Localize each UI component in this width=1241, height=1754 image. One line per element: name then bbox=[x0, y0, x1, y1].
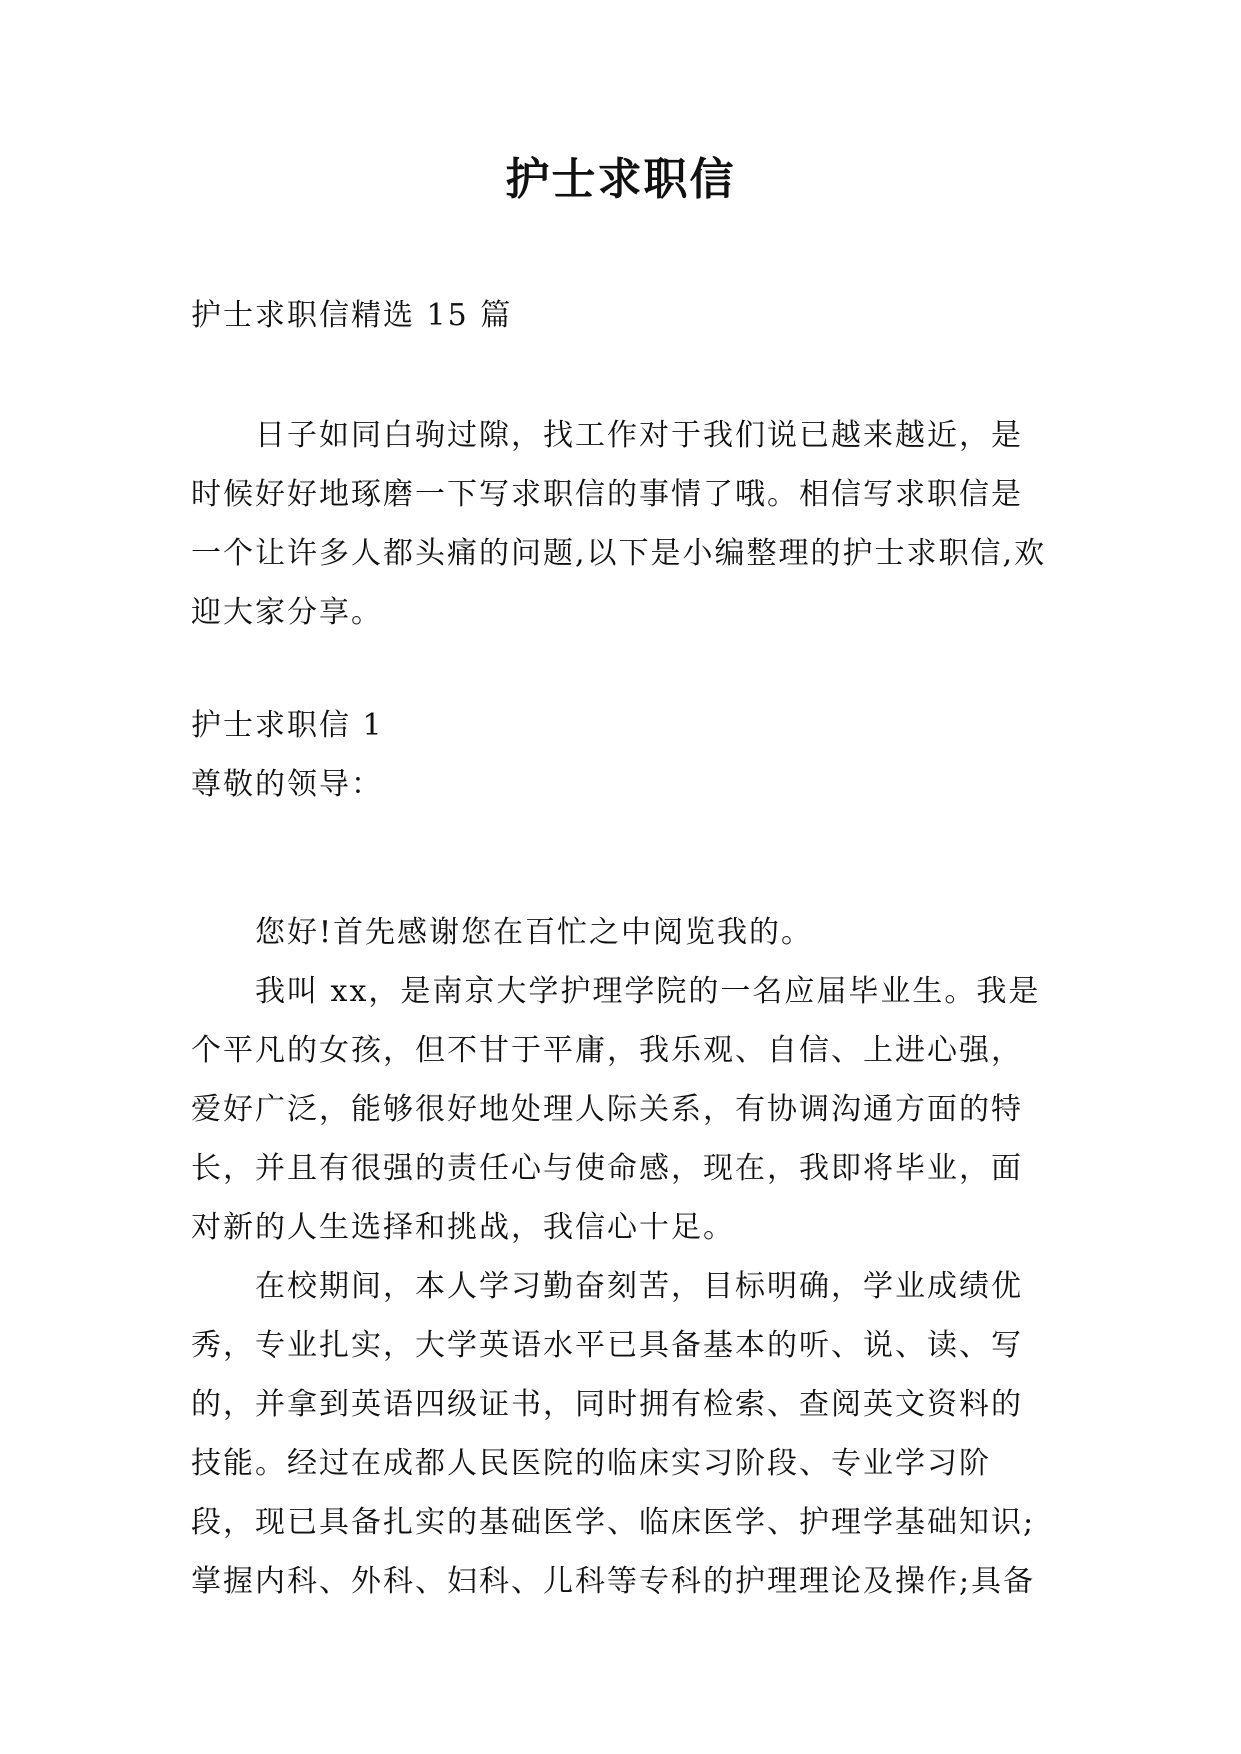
body-paragraph-introduction: 我叫 xx，是南京大学护理学院的一名应届毕业生。我是个平凡的女孩，但不甘于平庸，我乐观、自信、上进心强，爱好广泛，能够很好地处理人际关系，有协调沟通方面的特长，并且有很强的责任心与使命感，现在，我即将毕业，面对新的人生选择和挑战，我信心十足。 bbox=[191, 974, 1041, 1245]
letter-body bbox=[191, 903, 1051, 1611]
letter-header bbox=[191, 696, 1051, 814]
document-title: 护士求职信 bbox=[505, 154, 736, 205]
section-heading: 护士求职信 1 bbox=[191, 708, 384, 743]
intro-paragraph: 日子如同白驹过隙，找工作对于我们说已越来越近，是时候好好地琢磨一下写求职信的事情了哦。相信写求职信是一个让许多人都头痛的问题,以下是小编整理的护士求职信,欢迎大家分享。 bbox=[191, 418, 1047, 630]
body-paragraph-education: 在校期间，本人学习勤奋刻苦，目标明确，学业成绩优秀，专业扎实，大学英语水平已具备基本的听、说、读、写的，并拿到英语四级证书，同时拥有检索、查阅英文资料的技能。经过在成都人民医院的临床实习阶段、专业学习阶段，现已具备扎实的基础医学、临床医学、护理学基础知识;掌握内科、外科、妇科、儿科等专科的护理理论及操作;具备 bbox=[191, 1269, 1036, 1599]
body-paragraph-greeting: 您好!首先感谢您在百忙之中阅览我的。 bbox=[255, 915, 814, 950]
salutation: 尊敬的领导： bbox=[191, 767, 383, 802]
document-subtitle: 护士求职信精选 15 篇 bbox=[191, 298, 513, 333]
